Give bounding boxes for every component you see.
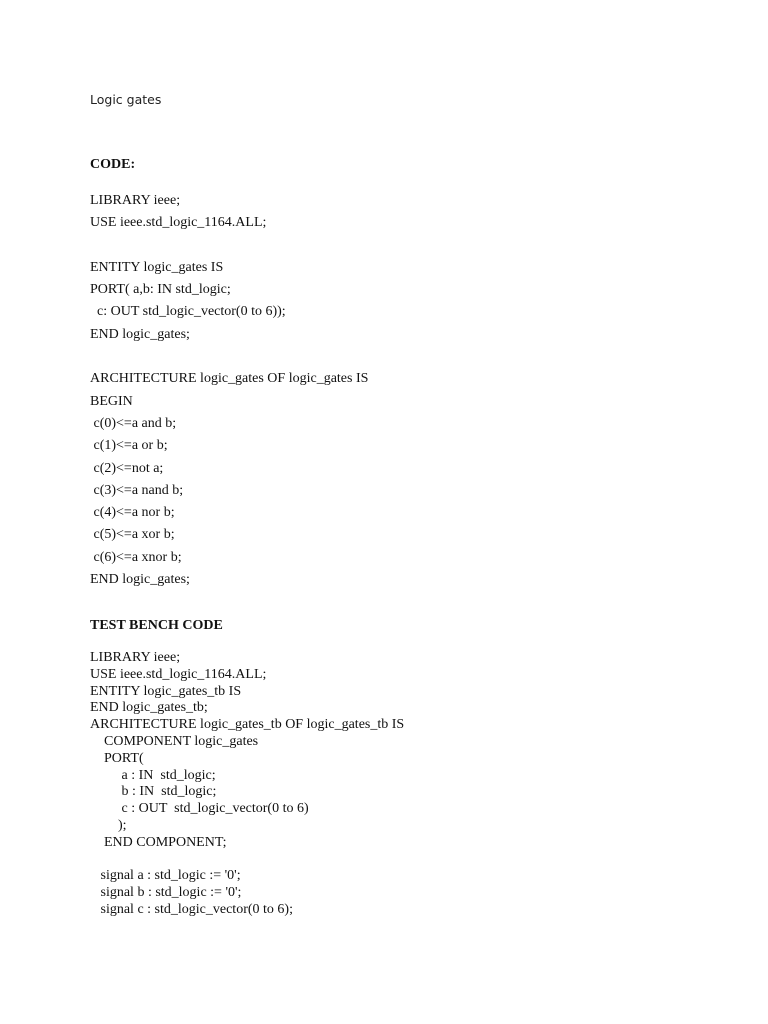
- testbench-line: END logic_gates_tb;: [90, 700, 208, 716]
- testbench-line: signal a : std_logic := '0';: [90, 868, 241, 884]
- document-title: Logic gates: [90, 92, 162, 107]
- code-line: c(6)<=a xnor b;: [90, 549, 182, 565]
- code-line: LIBRARY ieee;: [90, 193, 181, 208]
- testbench-line: c : OUT std_logic_vector(0 to 6): [90, 801, 309, 817]
- code-line: c(3)<=a nand b;: [90, 482, 184, 498]
- testbench-line: USE ieee.std_logic_1164.ALL;: [90, 666, 267, 682]
- code-line: ENTITY logic_gates IS: [90, 259, 224, 275]
- testbench-line: ARCHITECTURE logic_gates_tb OF logic_gates_tb IS: [90, 717, 405, 733]
- code-line: END logic_gates;: [90, 572, 190, 588]
- testbench-line: a : IN std_logic;: [90, 767, 216, 783]
- testbench-line: END COMPONENT;: [90, 834, 227, 850]
- code-line: c(1)<=a or b;: [90, 438, 168, 454]
- code-line: c(5)<=a xor b;: [90, 527, 175, 543]
- code-line: USE ieee.std_logic_1164.ALL;: [90, 215, 267, 231]
- code-line: c(2)<=not a;: [90, 460, 164, 476]
- code-line: c(4)<=a nor b;: [90, 505, 175, 521]
- code-line: ARCHITECTURE logic_gates OF logic_gates IS: [90, 371, 369, 387]
- code-blank-line: [90, 346, 368, 368]
- testbench-line: LIBRARY ieee;: [90, 650, 181, 665]
- code-line: END logic_gates;: [90, 326, 190, 342]
- testbench-line: COMPONENT logic_gates: [90, 733, 259, 749]
- code-line: c(0)<=a and b;: [90, 415, 177, 431]
- testbench-code-block: [90, 650, 404, 919]
- testbench-line: signal c : std_logic_vector(0 to 6);: [90, 901, 293, 917]
- testbench-heading: TEST BENCH CODE: [90, 618, 223, 633]
- testbench-line: PORT(: [90, 750, 144, 766]
- code-line: PORT( a,b: IN std_logic;: [90, 282, 231, 298]
- testbench-line: signal b : std_logic := '0';: [90, 885, 242, 901]
- code-blank-line: [90, 235, 368, 257]
- testbench-line: ENTITY logic_gates_tb IS: [90, 683, 242, 699]
- code-line: BEGIN: [90, 393, 133, 409]
- code-heading: CODE:: [90, 157, 136, 172]
- code-line: c: OUT std_logic_vector(0 to 6));: [90, 304, 286, 320]
- testbench-line: );: [90, 817, 127, 833]
- testbench-line: b : IN std_logic;: [90, 784, 217, 800]
- testbench-blank-line: [90, 852, 404, 869]
- vhdl-code-block: [90, 190, 368, 591]
